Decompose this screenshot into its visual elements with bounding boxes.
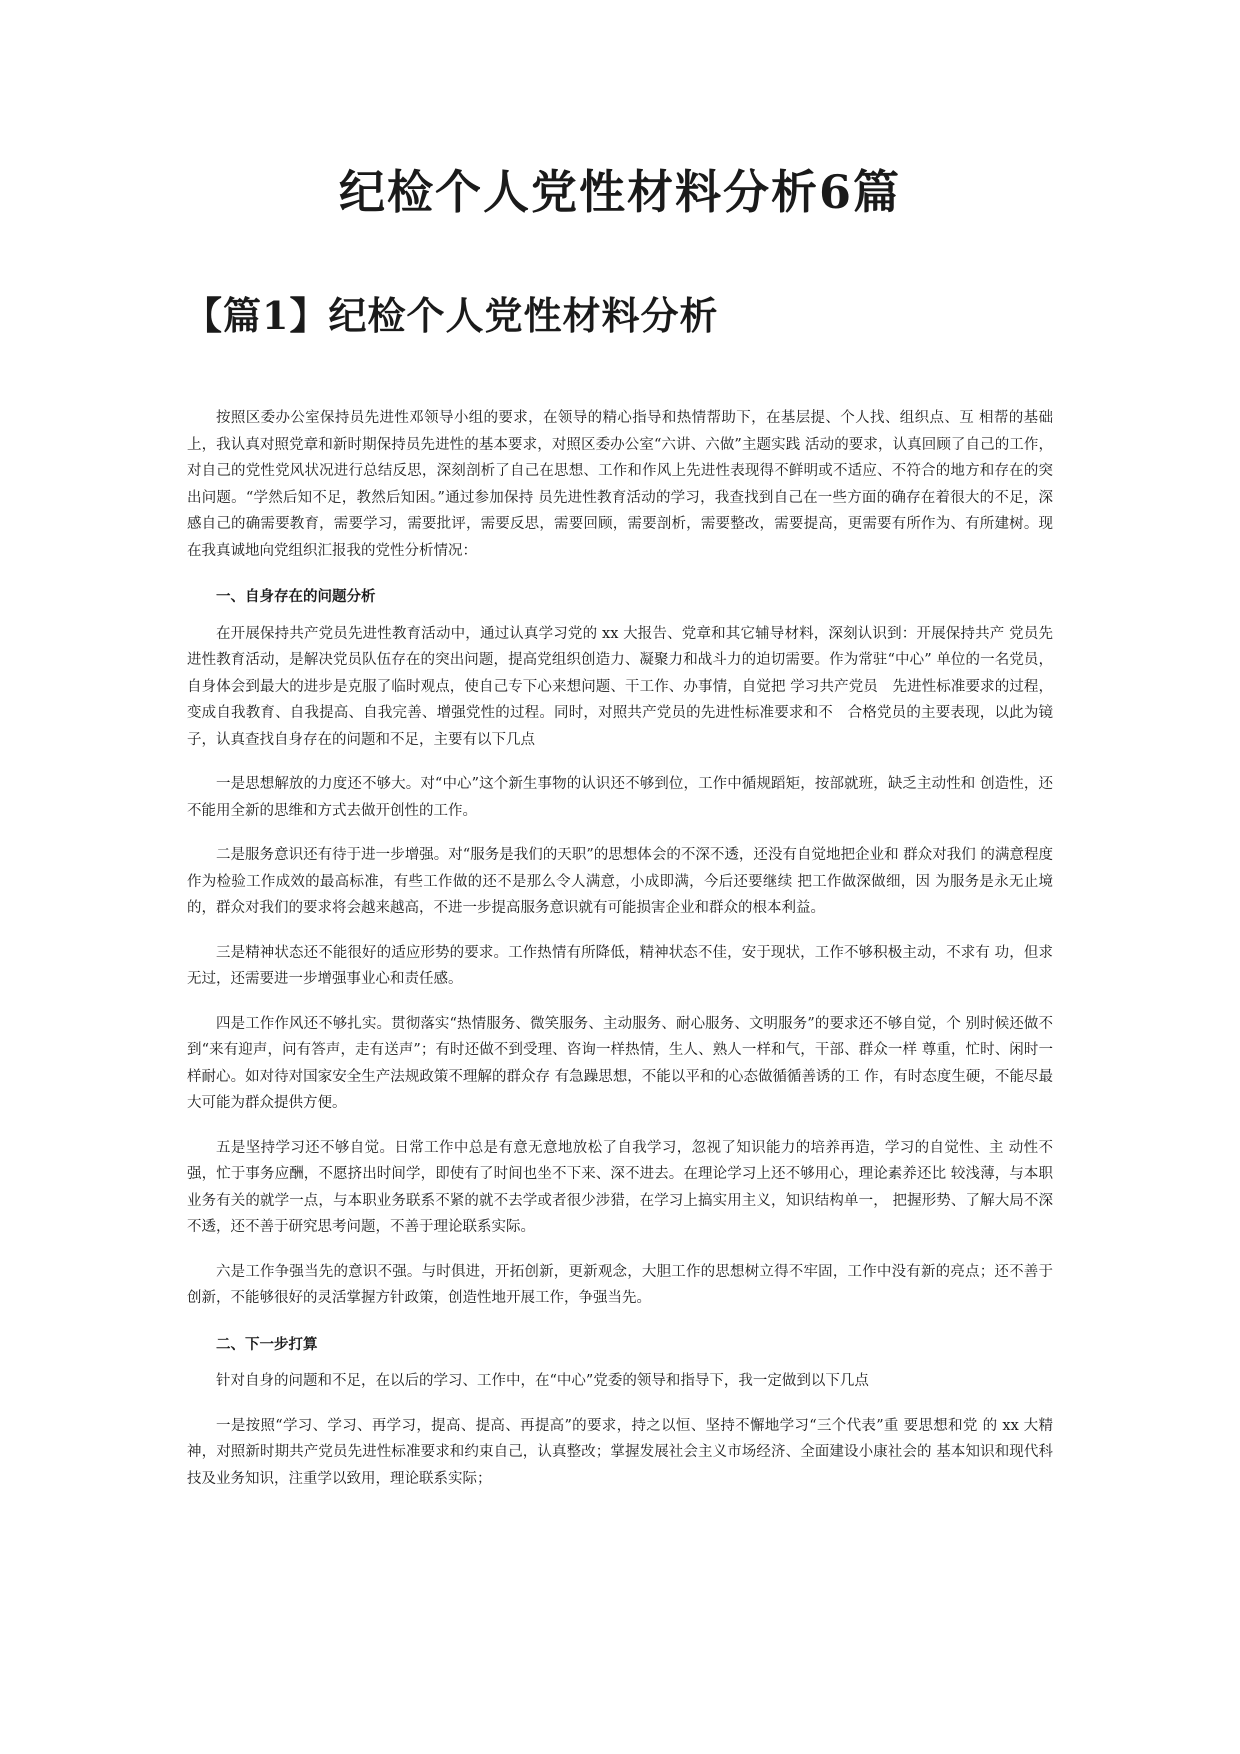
part1-intro-paragraph: 在开展保持共产党员先进性教育活动中，通过认真学习党的 xx 大报告、党章和其它辅导材料，深刻认识到：开展保持共产 党员先进性教育活动，是解决党员队伍存在的突出问题，提高党组织创造力、凝聚力和战斗力的迫切需要。作为常驻“中心” 单位的一名党员，自身体会到最大的进步是克服了临时观点，使自己专下心来想问题、干工作、办事情，自觉把 学习共产党员 先进性标准要求的过程，变成自我教育、自我提高、自我完善、增强党性的过程。同时，对照共产党员的先进性标准要求和不 合格党员的主要表现，以此为镜子，认真查找自身存在的问题和不足，主要有以下几点 (187, 625, 1053, 748)
part1-heading: 一、自身存在的问题分析 (216, 589, 376, 605)
problem-paragraph-6: 六是工作争强当先的意识不强。与时俱进，开拓创新，更新观念，大胆工作的思想树立得不牢固，工作中没有新的亮点；还不善于创新，不能够很好的灵活掌握方针政策，创造性地开展工作，争强当先。 (187, 1263, 1053, 1306)
problem-paragraph-2: 二是服务意识还有待于进一步增强。对“服务是我们的天职”的思想体会的不深不透，还没有自觉地把企业和 群众对我们 的满意程度作为检验工作成效的最高标准，有些工作做的还不是那么令人满意，小成即满，今后还要继续 把工作做深做细，因 为服务是永无止境的，群众对我们的要求将会越来越高，不进一步提高服务意识就有可能损害企业和群众的根本利益。 (187, 847, 1053, 916)
document-body (187, 405, 1053, 1492)
problem-paragraph-5: 五是坚持学习还不够自觉。日常工作中总是有意无意地放松了自我学习，忽视了知识能力的培养再造，学习的自觉性、主 动性不强，忙于事务应酬，不愿挤出时间学，即使有了时间也坐不下来、深不进去。在理论学习上还不够用心，理论素养还比 较浅薄，与本职业务有关的就学一点，与本职业务联系不紧的就不去学或者很少涉猎，在学习上搞实用主义，知识结构单一， 把握形势、了解大局不深不透，还不善于研究思考问题，不善于理论联系实际。 (187, 1139, 1053, 1235)
plan-paragraph-1: 一是按照“学习、学习、再学习，提高、提高、再提高”的要求，持之以恒、坚持不懈地学习“三个代表”重 要思想和党 的 xx 大精神，对照新时期共产党员先进性标准要求和约束自己，认真整改；掌握发展社会主义市场经济、全面建设小康社会的 基本知识和现代科技及业务知识，注重学以致用，理论联系实际； (187, 1417, 1053, 1487)
document-title: 纪检个人党性材料分析6篇 (338, 165, 901, 219)
part2-intro-paragraph: 针对自身的问题和不足，在以后的学习、工作中，在“中心”党委的领导和指导下，我一定做到以下几点 (216, 1373, 869, 1389)
intro-paragraph: 按照区委办公室保持员先进性邓领导小组的要求，在领导的精心指导和热情帮助下，在基层提、个人找、组织点、互 相帮的基础上，我认真对照党章和新时期保持员先进性的基本要求，对照区委办公室“六讲、六做”主题实践 活动的要求，认真回顾了自己的工作，对自己的党性党风状况进行总结反思，深刻剖析了自己在思想、工作和作风上先进性表现得不鲜明或不适应、不符合的地方和存在的突出问题。“学然后知不足，教然后知困。”通过参加保持 员先进性教育活动的学习，我查找到自己在一些方面的确存在着很大的不足，深感自己的确需要教育，需要学习，需要批评，需要反思，需要回顾，需要剖析，需要整改，需要提高，更需要有所作为、有所建树。现在我真诚地向党组织汇报我的党性分析情况： (187, 410, 1053, 559)
problem-paragraph-1: 一是思想解放的力度还不够大。对“中心”这个新生事物的认识还不够到位，工作中循规蹈矩，按部就班，缺乏主动性和 创造性，还不能用全新的思维和方式去做开创性的工作。 (187, 776, 1053, 819)
part2-heading: 二、下一步打算 (216, 1336, 318, 1353)
problem-paragraph-3: 三是精神状态还不能很好的适应形势的要求。工作热情有所降低，精神状态不佳，安于现状，工作不够积极主动，不求有 功，但求无过，还需要进一步增强事业心和责任感。 (187, 944, 1053, 987)
problem-paragraph-4: 四是工作作风还不够扎实。贯彻落实“热情服务、微笑服务、主动服务、耐心服务、文明服务”的要求还不够自觉，个 别时候还做不到“来有迎声，问有答声，走有送声”；有时还做不到受理、咨询一样热情，生人、熟人一样和气，干部、群众一样 尊重，忙时、闲时一样耐心。如对待对国家安全生产法规政策不理解的群众存 有急躁思想，不能以平和的心态做循循善诱的工 作，有时态度生硬，不能尽最大可能为群众提供方便。 (187, 1015, 1053, 1111)
section-heading: 【篇1】纪检个人党性材料分析 (184, 293, 719, 338)
